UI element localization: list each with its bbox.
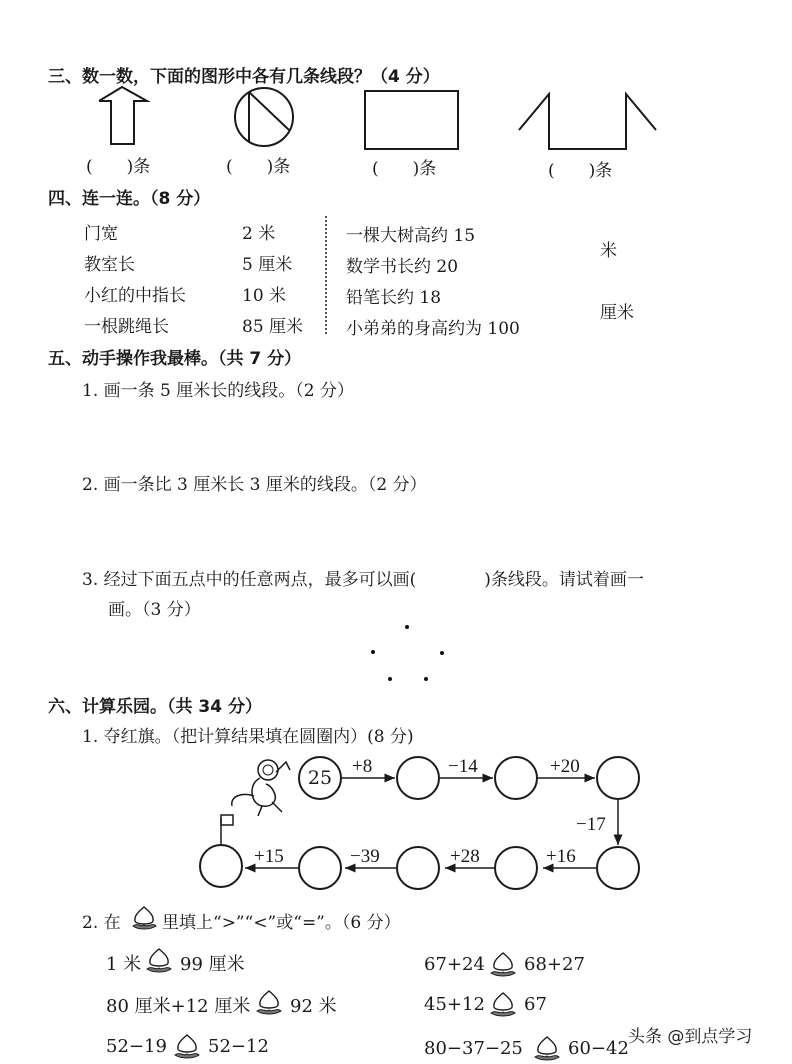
question-6-2-prefix: 2. 在 xyxy=(82,913,121,933)
op-label: +28 xyxy=(450,846,480,867)
compare-left: 52−19 xyxy=(106,1036,167,1057)
peach-input-icon[interactable] xyxy=(254,988,284,1018)
op-label: +20 xyxy=(550,756,580,777)
peach-input-icon[interactable] xyxy=(172,1032,202,1062)
answer-circle[interactable] xyxy=(396,846,440,890)
start-circle: 25 xyxy=(298,756,342,800)
op-label: +8 xyxy=(352,756,373,777)
op-label: −17 xyxy=(576,814,606,835)
question-5-3-line2: 画。（3 分） xyxy=(108,600,201,620)
section-5-title: 五、动手操作我最棒。（共 7 分） xyxy=(48,349,302,369)
op-label: −14 xyxy=(448,756,478,777)
left-value: 5 厘米 xyxy=(242,255,293,275)
peach-input-icon[interactable] xyxy=(488,990,518,1020)
compare-left: 67+24 xyxy=(424,954,485,975)
compare-left: 80 厘米+12 厘米 xyxy=(106,996,251,1017)
op-label: +16 xyxy=(546,846,576,867)
unit-centimeter: 厘米 xyxy=(600,303,634,323)
section-3-title: 三、数一数，下面的图形中各有几条线段？（4 分） xyxy=(48,67,440,87)
left-item: 教室长 xyxy=(84,255,135,275)
op-label: −39 xyxy=(350,846,380,867)
compare-left: 45+12 xyxy=(424,994,485,1015)
right-item: 铅笔长约 18 xyxy=(346,288,442,308)
final-circle[interactable] xyxy=(199,844,243,888)
left-value: 2 米 xyxy=(242,224,276,244)
unit-meter: 米 xyxy=(600,241,617,261)
compare-right: 92 米 xyxy=(290,996,337,1017)
left-item: 门宽 xyxy=(84,224,118,244)
left-item: 一根跳绳长 xyxy=(84,317,169,337)
compare-right: 52−12 xyxy=(208,1036,269,1057)
compare-left: 1 米 xyxy=(106,954,142,975)
compare-right: 99 厘米 xyxy=(180,954,245,975)
answer-circle[interactable] xyxy=(596,846,640,890)
compare-right: 60−42 xyxy=(568,1038,629,1059)
op-label: +15 xyxy=(254,846,284,867)
question-5-1: 1. 画一条 5 厘米长的线段。（2 分） xyxy=(82,381,354,401)
answer-circle[interactable] xyxy=(298,846,342,890)
watermark: 头条 @到点学习 xyxy=(628,1027,753,1047)
right-item: 数学书长约 20 xyxy=(346,257,459,277)
section-4-title: 四、连一连。（8 分） xyxy=(48,189,211,209)
left-value: 10 米 xyxy=(242,286,287,306)
compare-left: 80−37−25 xyxy=(424,1038,523,1059)
answer-blank-circle[interactable]: ( )条 xyxy=(226,157,291,177)
question-5-3-line1: 3. 经过下面五点中的任意两点，最多可以画( )条线段。请试着画一 xyxy=(82,570,644,590)
peach-input-icon[interactable] xyxy=(144,946,174,976)
compare-right: 67 xyxy=(524,994,547,1015)
right-item: 小弟弟的身高约为 100 xyxy=(346,319,520,339)
section-6-title: 六、计算乐园。（共 34 分） xyxy=(48,697,262,717)
peach-input-icon[interactable] xyxy=(532,1034,562,1064)
compare-right: 68+27 xyxy=(524,954,585,975)
question-5-2: 2. 画一条比 3 厘米长 3 厘米的线段。（2 分） xyxy=(82,475,427,495)
left-item: 小红的中指长 xyxy=(84,286,186,306)
answer-blank-arrow[interactable]: ( )条 xyxy=(86,157,151,177)
right-item: 一棵大树高约 15 xyxy=(346,226,476,246)
answer-blank-rectangle[interactable]: ( )条 xyxy=(372,159,437,179)
question-6-1: 1. 夺红旗。（把计算结果填在圆圈内）(8 分) xyxy=(82,727,414,747)
peach-icon xyxy=(130,904,158,932)
answer-blank-zigzag[interactable]: ( )条 xyxy=(548,161,613,181)
question-6-2-suffix: 里填上“>”“<”或“=”。（6 分） xyxy=(162,913,401,933)
peach-input-icon[interactable] xyxy=(488,950,518,980)
answer-circle[interactable] xyxy=(494,846,538,890)
left-value: 85 厘米 xyxy=(242,317,304,337)
